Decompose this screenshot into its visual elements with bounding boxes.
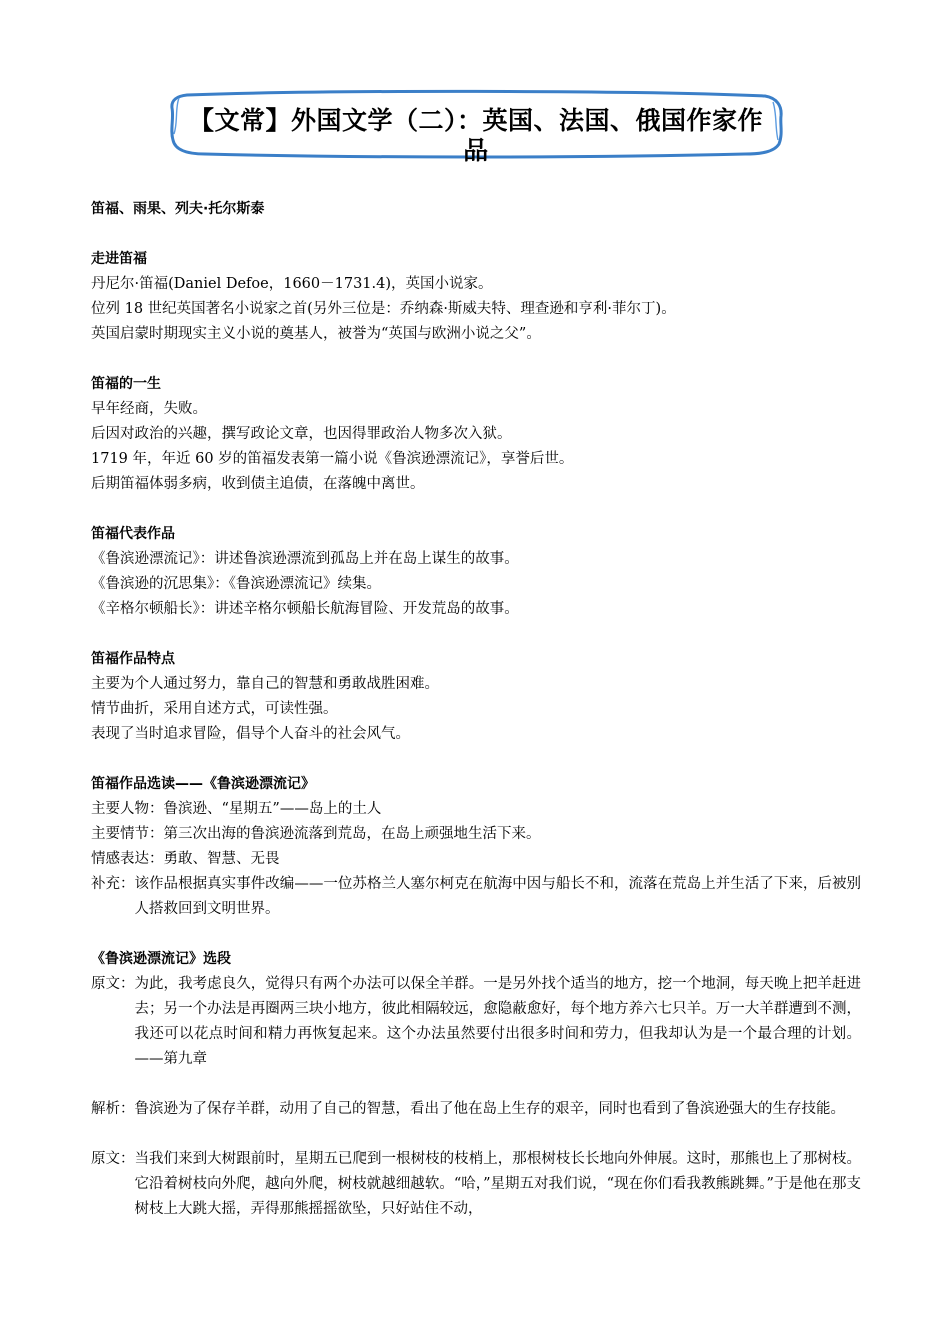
note-paragraph bbox=[91, 872, 861, 922]
paragraph-line: 丹尼尔·笛福(Daniel Defoe，1660－1731.4)，英国小说家。 bbox=[91, 276, 493, 292]
section-heading: 《鲁滨逊漂流记》选段 bbox=[91, 951, 231, 967]
section-heading: 笛福的一生 bbox=[91, 376, 161, 392]
excerpt-paragraph bbox=[91, 972, 861, 1072]
excerpt-label: 原文： bbox=[91, 1151, 135, 1167]
paragraph-line: 主要情节：第三次出海的鲁滨逊流落到荒岛，在岛上顽强地生活下来。 bbox=[91, 826, 541, 842]
section-heading: 笛福作品特点 bbox=[91, 651, 175, 667]
paragraph-line: 1719 年，年近 60 岁的笛福发表第一篇小说《鲁滨逊漂流记》，享誉后世。 bbox=[91, 451, 574, 467]
paragraph-line: 情感表达：勇敢、智慧、无畏 bbox=[91, 851, 280, 867]
paragraph-line: 主要为个人通过努力，靠自己的智慧和勇敢战胜困难。 bbox=[91, 676, 439, 692]
document-body bbox=[91, 197, 861, 1222]
paragraph-line: 表现了当时追求冒险，倡导个人奋斗的社会风气。 bbox=[91, 726, 410, 742]
paragraph-line: 《辛格尔顿船长》：讲述辛格尔顿船长航海冒险、开发荒岛的故事。 bbox=[91, 601, 519, 617]
title-box bbox=[165, 88, 787, 165]
paragraph-line: 位列 18 世纪英国著名小说家之首(另外三位是：乔纳森·斯威夫特、理查逊和亨利·菲尔丁)。 bbox=[91, 301, 676, 317]
analysis-text: 鲁滨逊为了保存羊群，动用了自己的智慧，看出了他在岛上生存的艰辛，同时也看到了鲁滨逊强大的生存技能。 bbox=[134, 1101, 845, 1117]
paragraph-line: 早年经商，失败。 bbox=[91, 401, 207, 417]
subtitle: 笛福、雨果、列夫·托尔斯泰 bbox=[91, 201, 265, 217]
excerpt-paragraph bbox=[91, 1147, 861, 1222]
paragraph-line: 主要人物：鲁滨逊、“星期五”——岛上的土人 bbox=[91, 801, 382, 817]
excerpt-text: 当我们来到大树跟前时，星期五已爬到一根树枝的枝梢上，那根树枝长长地向外伸展。这时，那熊也上了那树枝。它沿着树枝向外爬，越向外爬，树枝就越细越软。“哈，”星期五对我们说，“现在你们看我教熊跳舞。”于是他在那支树枝上大跳大摇，弄得那熊摇摇欲坠，只好站住不动， bbox=[134, 1151, 861, 1217]
section-heading: 笛福作品选读——《鲁滨逊漂流记》 bbox=[91, 776, 315, 792]
section-heading: 笛福代表作品 bbox=[91, 526, 175, 542]
paragraph-line: 后期笛福体弱多病，收到债主追债，在落魄中离世。 bbox=[91, 476, 425, 492]
excerpt-label: 原文： bbox=[91, 976, 135, 992]
analysis-label: 解析： bbox=[91, 1101, 135, 1117]
paragraph-line: 英国启蒙时期现实主义小说的奠基人，被誉为“英国与欧洲小说之父”。 bbox=[91, 326, 541, 342]
section-heading: 走进笛福 bbox=[91, 251, 147, 267]
paragraph-line: 情节曲折，采用自述方式，可读性强。 bbox=[91, 701, 338, 717]
paragraph-line: 《鲁滨逊的沉思集》：《鲁滨逊漂流记》续集。 bbox=[91, 576, 381, 592]
paragraph-line: 《鲁滨逊漂流记》：讲述鲁滨逊漂流到孤岛上并在岛上谋生的故事。 bbox=[91, 551, 519, 567]
analysis-paragraph bbox=[91, 1097, 861, 1122]
page-title: 【文常】外国文学（二）：英国、法国、俄国作家作品 bbox=[188, 106, 763, 165]
excerpt-text: 为此，我考虑良久，觉得只有两个办法可以保全羊群。一是另外找个适当的地方，挖一个地洞，每天晚上把羊赶进去；另一个办法是再圈两三块小地方，彼此相隔较远，愈隐蔽愈好，每个地方养六七只羊。万一大羊群遭到不测，我还可以花点时间和精力再恢复起来。这个办法虽然要付出很多时间和劳力，但我却认为是一个最合理的计划。——第九章 bbox=[134, 976, 861, 1067]
note-text: 该作品根据真实事件改编——一位苏格兰人塞尔柯克在航海中因与船长不和，流落在荒岛上并生活了下来，后被别人搭救回到文明世界。 bbox=[134, 876, 861, 917]
paragraph-line: 后因对政治的兴趣，撰写政论文章，也因得罪政治人物多次入狱。 bbox=[91, 426, 512, 442]
note-label: 补充： bbox=[91, 876, 135, 892]
